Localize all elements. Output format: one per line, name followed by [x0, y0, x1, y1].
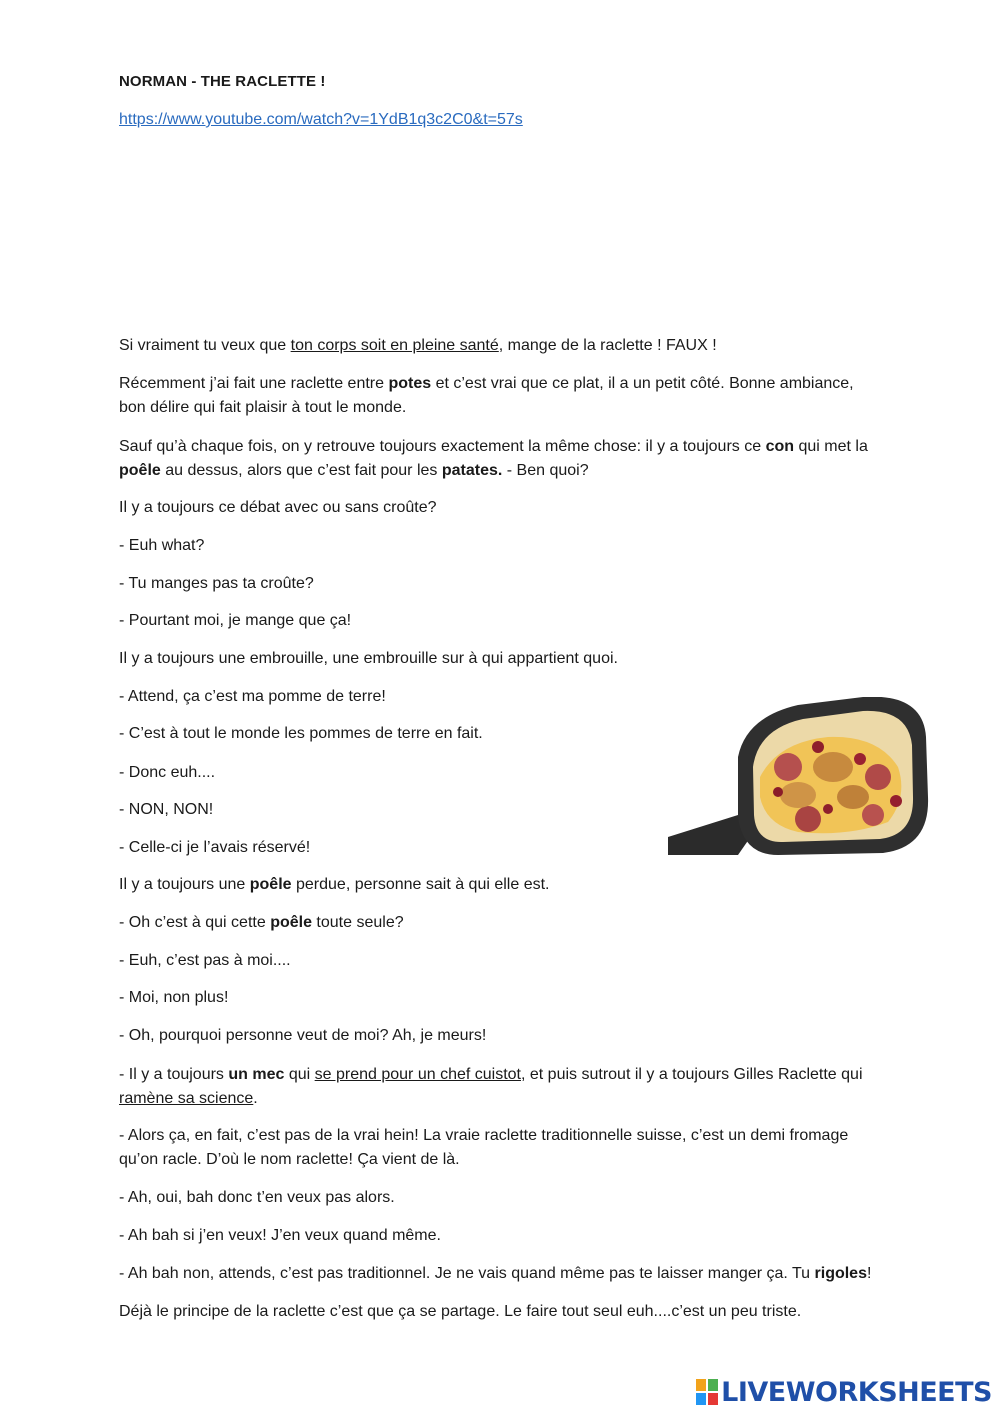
- paragraph-1: Si vraiment tu veux que ton corps soit en pleine santé, mange de la raclette ! FAUX !: [119, 337, 717, 354]
- dialogue-line-3: - Pourtant moi, je mange que ça!: [119, 612, 352, 629]
- dialogue-line-6: - Donc euh....: [119, 764, 216, 781]
- dialogue-line-2: - Tu manges pas ta croûte?: [119, 575, 314, 592]
- paragraph-4: Il y a toujours ce débat avec ou sans croûte?: [119, 499, 437, 516]
- sausage-slice: [774, 753, 802, 781]
- dialogue-line-15: - Ah bah non, attends, c’est pas traditionnel. Je ne vais quand même pas te laisser manger ça. Tu rigoles!: [119, 1265, 872, 1282]
- live-badge-icon: [696, 1379, 718, 1405]
- dialogue-line-14: - Ah bah si j’en veux! J’en veux quand même.: [119, 1227, 441, 1244]
- paragraph-8: - Alors ça, en fait, c’est pas de la vrai hein! La vraie raclette traditionnelle suisse, c’est un demi fromage qu’on racle. D’où le nom raclette! Ça vient de là.: [119, 1127, 849, 1168]
- paragraph-2: Récemment j’ai fait une raclette entre potes et c’est vrai que ce plat, il a un petit côté. Bonne ambiance, bon délire qui fait plaisir à tout le monde.: [119, 375, 854, 416]
- cranberry: [854, 753, 866, 765]
- dialogue-line-12: - Oh, pourquoi personne veut de moi? Ah, je meurs!: [119, 1027, 487, 1044]
- walnut: [813, 752, 853, 782]
- raclette-photo: [668, 697, 930, 855]
- paragraph-5: Il y a toujours une embrouille, une embrouille sur à qui appartient quoi.: [119, 650, 618, 667]
- sausage-slice: [865, 764, 891, 790]
- liveworksheets-logo: [696, 1375, 992, 1409]
- walnut: [837, 785, 869, 809]
- paragraph-9: Déjà le principe de la raclette c’est que ça se partage. Le faire tout seul euh....c’est un peu triste.: [119, 1303, 802, 1320]
- page-title: NORMAN - THE RACLETTE !: [119, 73, 326, 90]
- dialogue-line-11: - Moi, non plus!: [119, 989, 229, 1006]
- dialogue-line-1: - Euh what?: [119, 537, 205, 554]
- dialogue-line-4: - Attend, ça c’est ma pomme de terre!: [119, 688, 386, 705]
- dialogue-line-9: - Oh c’est à qui cette poêle toute seule?: [119, 914, 404, 931]
- sausage-slice: [862, 804, 884, 826]
- dialogue-line-10: - Euh, c’est pas à moi....: [119, 952, 291, 969]
- cranberry: [890, 795, 902, 807]
- youtube-link[interactable]: https://www.youtube.com/watch?v=1YdB1q3c2C0&t=57s: [119, 111, 523, 128]
- dialogue-line-5: - C’est à tout le monde les pommes de terre en fait.: [119, 725, 483, 742]
- cranberry: [773, 787, 783, 797]
- logo-text: LIVEWORKSHEETS: [721, 1376, 992, 1408]
- paragraph-3: Sauf qu’à chaque fois, on y retrouve toujours exactement la même chose: il y a toujours ce con qui met la poêle au dessus, alors que c’est fait pour les patates. - Ben quoi?: [119, 438, 868, 479]
- dialogue-line-13: - Ah, oui, bah donc t’en veux pas alors.: [119, 1189, 395, 1206]
- cranberry: [812, 741, 824, 753]
- dialogue-line-8: - Celle-ci je l’avais réservé!: [119, 839, 311, 856]
- paragraph-6: Il y a toujours une poêle perdue, personne sait à qui elle est.: [119, 876, 550, 893]
- sausage-slice: [795, 806, 821, 832]
- dialogue-line-7: - NON, NON!: [119, 801, 214, 818]
- paragraph-7: - Il y a toujours un mec qui se prend pour un chef cuistot, et puis sutrout il y a toujours Gilles Raclette qui ramène sa science.: [119, 1066, 863, 1107]
- cranberry: [823, 804, 833, 814]
- walnut: [780, 782, 816, 808]
